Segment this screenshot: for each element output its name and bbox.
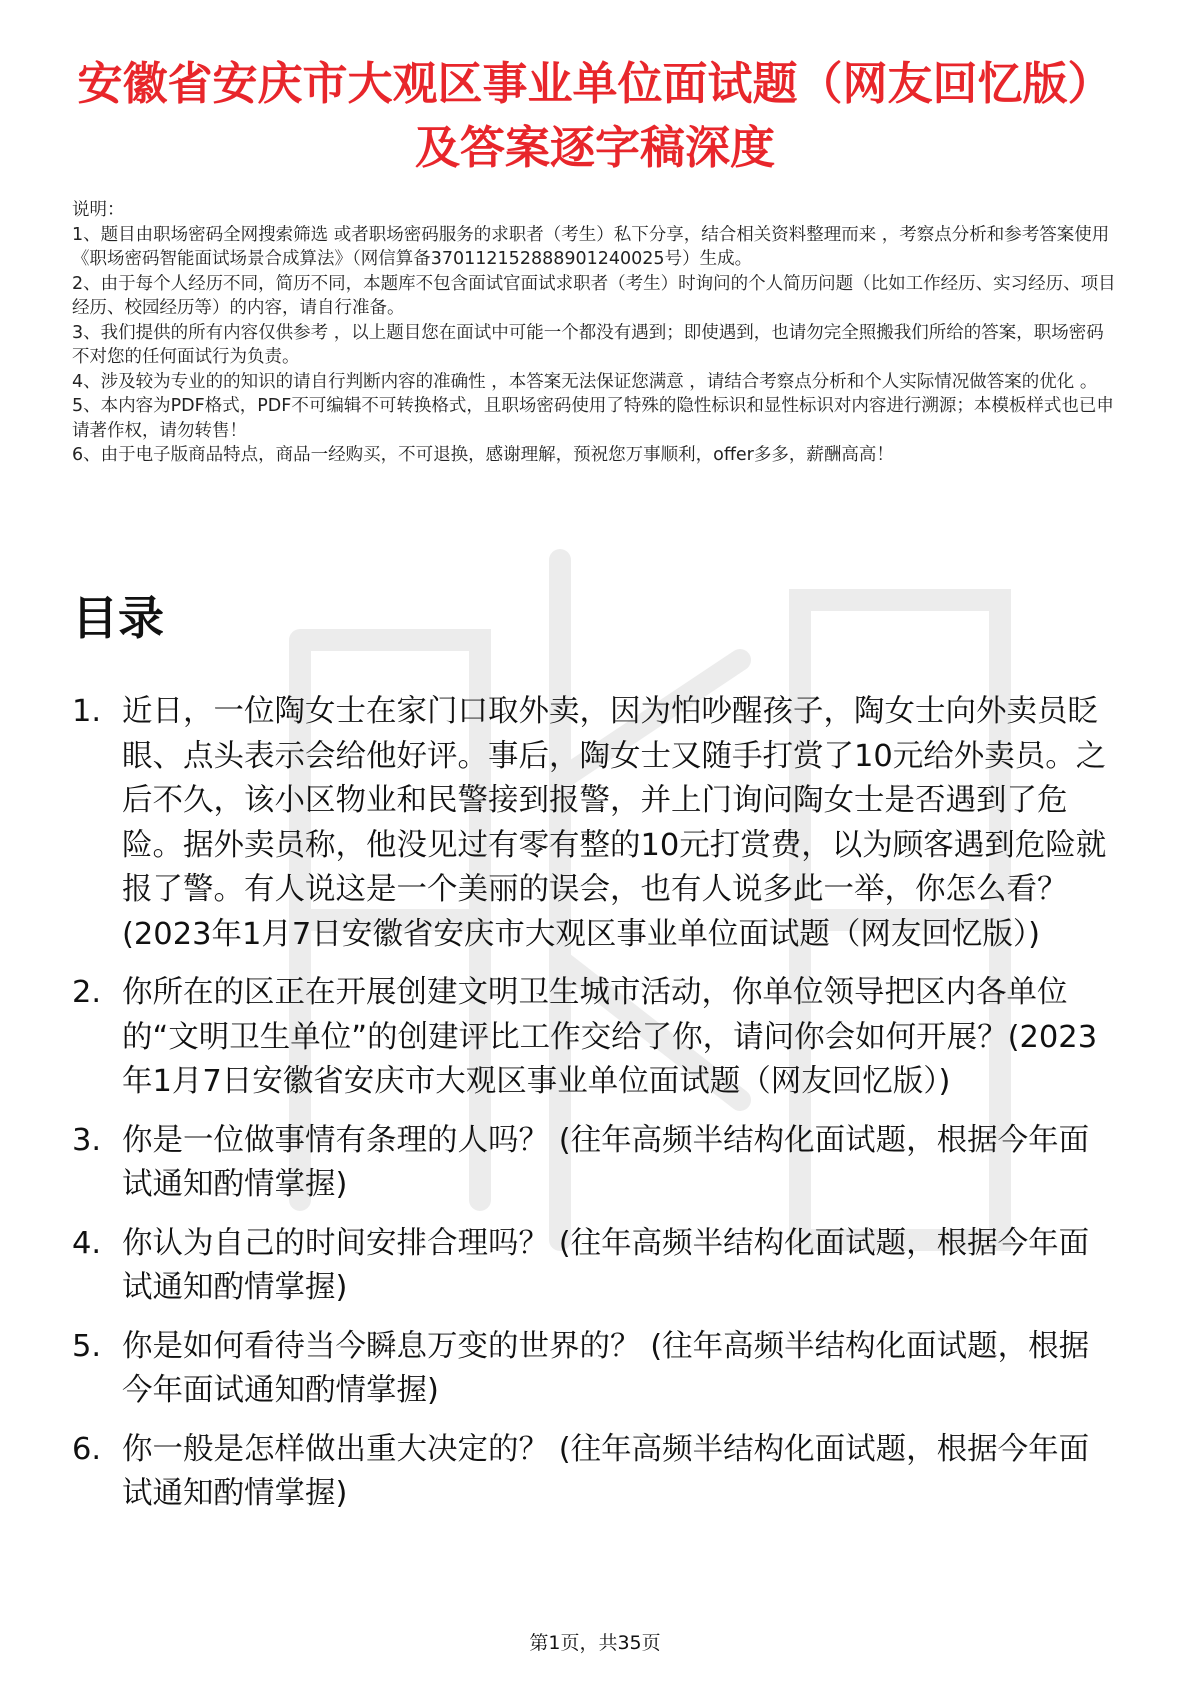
notes-item: 1、题目由职场密码全网搜索筛选 或者职场密码服务的求职者（考生）私下分享，结合相关资料整理而来 ，考察点分析和参考答案使用《职场密码智能面试场景合成算法》（网信算备370112152888901240025号）生成。 bbox=[72, 224, 1110, 269]
notes-item: 3、我们提供的所有内容仅供参考 ，以上题目您在面试中可能一个都没有遇到；即使遇到，也请勿完全照搬我们所给的答案，职场密码不对您的任何面试行为负责。 bbox=[72, 322, 1104, 367]
toc-heading: 目录 bbox=[72, 591, 164, 645]
toc-item-text[interactable]: 你所在的区正在开展创建文明卫生城市活动，你单位领导把区内各单位的“文明卫生单位”的创建评比工作交给了你，请问你会如何开展？(2023年1月7日安徽省安庆市大观区事业单位面试题（网友回忆版）) bbox=[122, 975, 1098, 1099]
notes-item: 6、由于电子版商品特点，商品一经购买，不可退换，感谢理解，预祝您万事顺利，offer多多，薪酬高高！ bbox=[72, 445, 894, 465]
toc-item-text[interactable]: 你是一位做事情有条理的人吗？ (往年高频半结构化面试题，根据今年面试通知酌情掌握) bbox=[122, 1122, 1090, 1202]
page-number-footer: 第1页，共35页 bbox=[529, 1632, 661, 1654]
toc-item[interactable] bbox=[72, 1428, 1118, 1517]
notes-item: 4、涉及较为专业的的知识的请自行判断内容的准确性 ，本答案无法保证您满意 ，请结合考察点分析和个人实际情况做答案的优化 。 bbox=[72, 371, 1098, 392]
toc-item-number: 6. bbox=[72, 1431, 102, 1467]
document-title: 安徽省安庆市大观区事业单位面试题（网友回忆版）及答案逐字稿深度 bbox=[77, 57, 1113, 174]
notes-item: 2、由于每个人经历不同，简历不同，本题库不包含面试官面试求职者（考生）时询问的个人简历问题（比如工作经历、实习经历、项目经历、校园经历等）的内容，请自行准备。 bbox=[72, 273, 1116, 318]
toc-item-text[interactable]: 近日，一位陶女士在家门口取外卖，因为怕吵醒孩子，陶女士向外卖员眨眼、点头表示会给他好评。事后，陶女士又随手打赏了10元给外卖员。之后不久，该小区物业和民警接到报警，并上门询问陶女士是否遇到了危险。据外卖员称，他没见过有零有整的10元打赏费，以为顾客遇到危险就报了警。有人说这是一个美丽的误会，也有人说多此一举，你怎么看？(2023年1月7日安徽省安庆市大观区事业单位面试题（网友回忆版）) bbox=[122, 694, 1107, 952]
toc-item-number: 5. bbox=[72, 1328, 102, 1364]
notes-heading: 说明： bbox=[72, 200, 125, 220]
toc-item-number: 2. bbox=[72, 975, 102, 1010]
toc-item[interactable] bbox=[72, 971, 1118, 1105]
toc-item-number: 1. bbox=[72, 694, 102, 729]
toc-item-text[interactable]: 你认为自己的时间安排合理吗？ (往年高频半结构化面试题，根据今年面试通知酌情掌握) bbox=[122, 1225, 1090, 1305]
toc-item-text[interactable]: 你一般是怎样做出重大决定的？ (往年高频半结构化面试题，根据今年面试通知酌情掌握) bbox=[122, 1431, 1090, 1511]
toc-item[interactable] bbox=[72, 1119, 1118, 1208]
toc-list bbox=[72, 690, 1118, 1531]
toc-item-text[interactable]: 你是如何看待当今瞬息万变的世界的？ (往年高频半结构化面试题，根据今年面试通知酌情掌握) bbox=[122, 1328, 1090, 1408]
toc-item[interactable] bbox=[72, 1325, 1118, 1414]
notes-item: 5、本内容为PDF格式，PDF不可编辑不可转换格式，且职场密码使用了特殊的隐性标识和显性标识对内容进行溯源；本模板样式也已申请著作权，请勿转售！ bbox=[72, 396, 1114, 441]
notes-section bbox=[72, 198, 1118, 468]
toc-item[interactable] bbox=[72, 690, 1118, 957]
toc-item-number: 4. bbox=[72, 1225, 102, 1261]
toc-item-number: 3. bbox=[72, 1122, 102, 1158]
toc-item[interactable] bbox=[72, 1222, 1118, 1311]
